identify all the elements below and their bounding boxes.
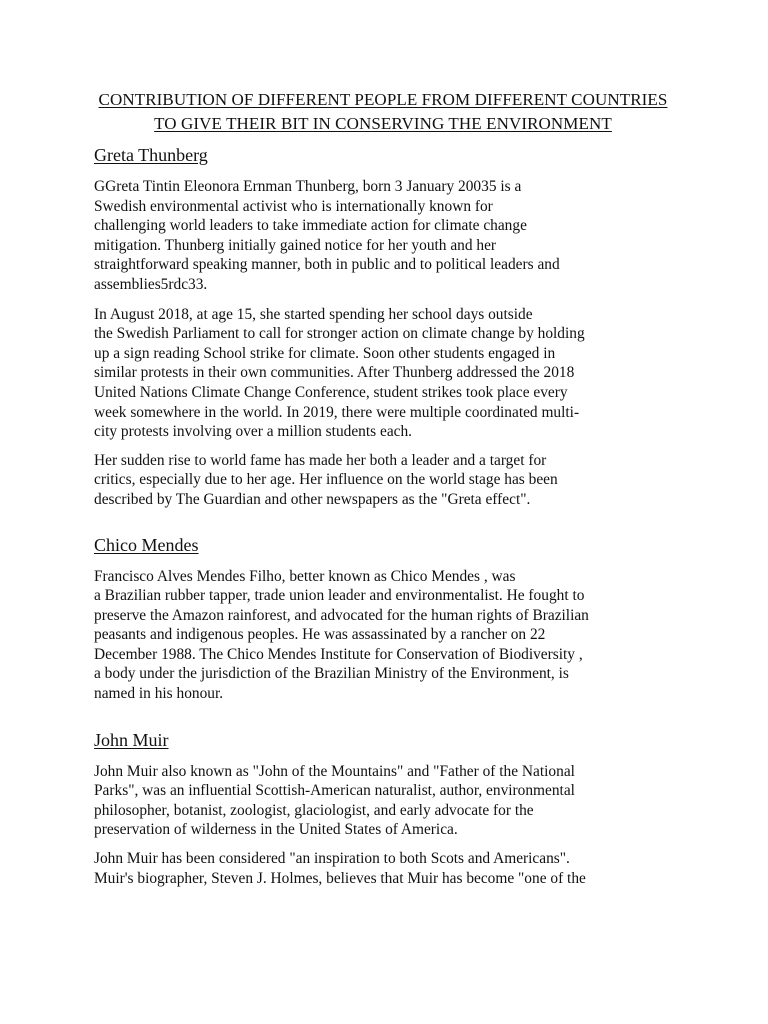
section-heading-chico-mendes: Chico Mendes: [94, 534, 199, 555]
paragraph: Her sudden rise to world fame has made her both a leader and a target for critics, especially due to her age. Her influence on the world stage has been described by The Guardian and other newspapers as the "Greta effect".: [94, 451, 558, 508]
section-chico-mendes: [94, 533, 672, 704]
paragraph: John Muir also known as "John of the Mountains" and "Father of the National Parks", was an influential Scottish-American naturalist, author, environmental philosopher, botanist, zoologist, glaciologist, and early advocate for the preservation of wilderness in the United States of America.: [94, 762, 575, 839]
paragraph: John Muir has been considered "an inspiration to both Scots and Americans". Muir's biographer, Steven J. Holmes, believes that Muir has become "one of the: [94, 850, 586, 887]
section-heading-greta-thunberg: Greta Thunberg: [94, 145, 208, 165]
paragraph: Francisco Alves Mendes Filho, better known as Chico Mendes , was a Brazilian rubber tapper, trade union leader and environmentalist. He fought to preserve the Amazon rainforest, and advocated for the human rights of Brazilian peasants and indigenous peoples. He was assassinated by a rancher on 22 December 1988. The Chico Mendes Institute for Conservation of Biodiversity , a body under the jurisdiction of the Brazilian Ministry of the Environment, is named in his honour.: [94, 567, 589, 703]
paragraph: GGreta Tintin Eleonora Ernman Thunberg, born 3 January 20035 is a Swedish environmental activist who is internationally known for challenging world leaders to take immediate action for climate change mitigation. Thunberg initially gained notice for her youth and her straightforward speaking manner, both in public and to political leaders and assemblies5rdc33.: [94, 178, 560, 293]
section-john-muir: [94, 728, 672, 889]
document-title: CONTRIBUTION OF DIFFERENT PEOPLE FROM DIFFERENT COUNTRIES TO GIVE THEIR BIT IN CONSERVING THE ENVIRONMENT: [98, 90, 668, 133]
section-heading-john-muir: John Muir: [94, 729, 169, 750]
section-greta-thunberg: [94, 143, 672, 510]
paragraph: In August 2018, at age 15, she started spending her school days outside the Swedish Parliament to call for stronger action on climate change by holding up a sign reading School strike for climate. Soon other students engaged in similar protests in their own communities. After Thunberg addressed the 2018 United Nations Climate Change Conference, student strikes took place every week somewhere in the world. In 2019, there were multiple coordinated multi- city protests involving over a million students each.: [94, 305, 585, 441]
